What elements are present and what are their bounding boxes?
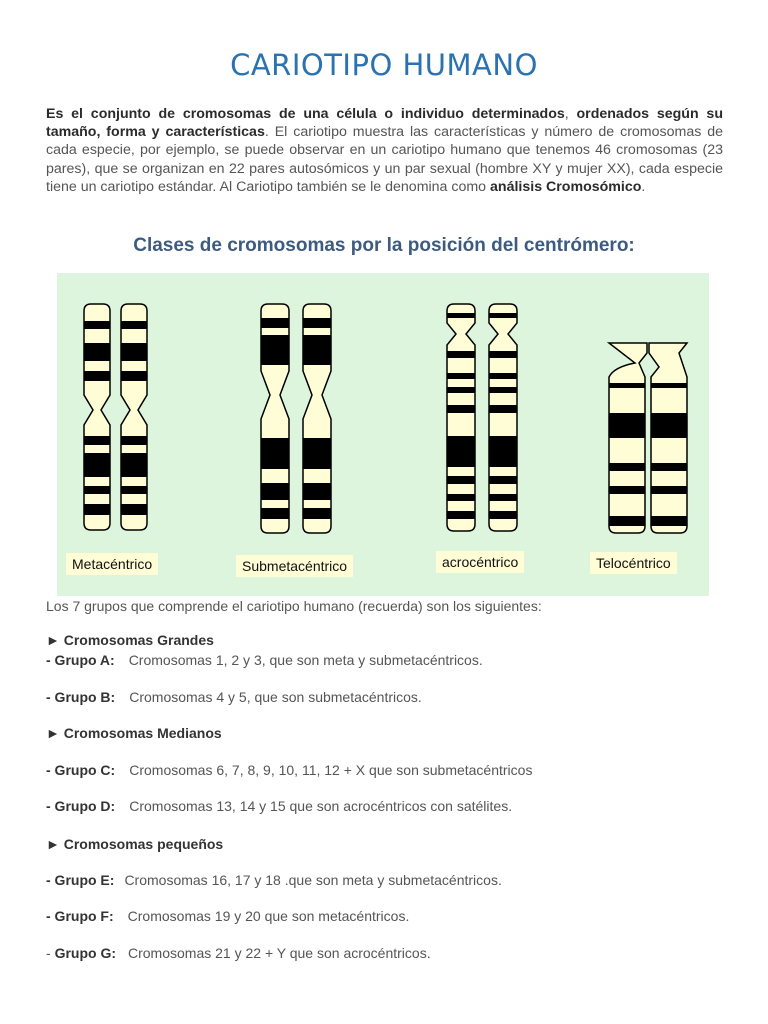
group-label: Grupo G: [54, 945, 116, 961]
group-label: - Grupo E: [46, 872, 115, 888]
group-description: Cromosomas 13, 14 y 15 que son acrocéntricos con satélites. [129, 798, 513, 814]
group-prefix: - [46, 945, 55, 961]
group-c-row [46, 762, 532, 778]
telocentric-chromosome [602, 343, 692, 533]
intro-bold-definition: Es el conjunto de cromosomas de una célula o individuo determinados [46, 106, 565, 122]
intro-text: . El cariotipo muestra las características y número de cromosomas de cada especie, por ejemplo, se puede observar en un cariotipo humano que tenemos 46 cromosomas (23 pares), que se organizan en 22 pares autosómicos y un par sexual (hombre XY y mujer XX), cada especie tiene un cariotipo estándar. Al Cariotipo también se le denomina como [46, 124, 723, 195]
submetacentric-chromosome [252, 304, 342, 533]
section-heading-grandes [46, 632, 214, 648]
group-description: Cromosomas 4 y 5, que son submetacéntricos. [129, 689, 422, 705]
group-label: - Grupo D: [46, 798, 116, 814]
acrocentric-chromosome [437, 304, 527, 531]
group-description: Cromosomas 21 y 22 + Y que son acrocéntricos. [128, 945, 431, 961]
group-b-row [46, 689, 422, 705]
group-description: Cromosomas 6, 7, 8, 9, 10, 11, 12 + X que son submetacéntricos [129, 762, 533, 778]
group-f-row [46, 908, 409, 924]
intro-end: . [641, 178, 646, 195]
section-heading-pequenos [46, 836, 223, 852]
page-title: CARIOTIPO HUMANO [230, 48, 538, 82]
group-d-row [46, 798, 512, 814]
section-subtitle: Clases de cromosomas por la posición del centrómero: [133, 235, 635, 256]
group-label: - Grupo A: [46, 652, 115, 668]
group-a-row [46, 652, 483, 668]
intro-bold-criteria: ordenados según su tamaño, forma y características [46, 106, 723, 141]
group-g-row [46, 945, 431, 961]
intro-separator: , [564, 106, 577, 122]
group-label: - Grupo C: [46, 762, 116, 778]
section-pequenos-label: ► Cromosomas pequeños [46, 836, 224, 852]
label-submetacentric: Submetacéntrico [236, 555, 353, 577]
group-description: Cromosomas 16, 17 y 18 .que son meta y submetacéntricos. [124, 872, 502, 888]
section-medianos-label: ► Cromosomas Medianos [46, 725, 222, 741]
groups-intro: Los 7 grupos que comprende el cariotipo humano (recuerda) son los siguientes: [46, 598, 542, 614]
intro-bold-term: análisis Cromosómico [490, 178, 642, 195]
metacentric-chromosome [77, 304, 157, 530]
group-e-row [46, 872, 502, 888]
group-description: Cromosomas 1, 2 y 3, que son meta y submetacéntricos. [128, 652, 483, 668]
group-label: - Grupo F: [46, 908, 114, 924]
group-description: Cromosomas 19 y 20 que son metacéntricos. [127, 908, 410, 924]
chromosome-figure [57, 273, 709, 596]
intro-paragraph [46, 105, 723, 196]
label-acrocentric: acrocéntrico [436, 551, 524, 573]
chromosome-diagram [57, 273, 709, 596]
label-metacentric: Metacéntrico [66, 553, 158, 575]
label-telocentric: Telocéntrico [590, 552, 677, 574]
section-grandes-label: ► Cromosomas Grandes [46, 632, 214, 648]
section-heading-medianos [46, 725, 222, 741]
group-label: - Grupo B: [46, 689, 116, 705]
